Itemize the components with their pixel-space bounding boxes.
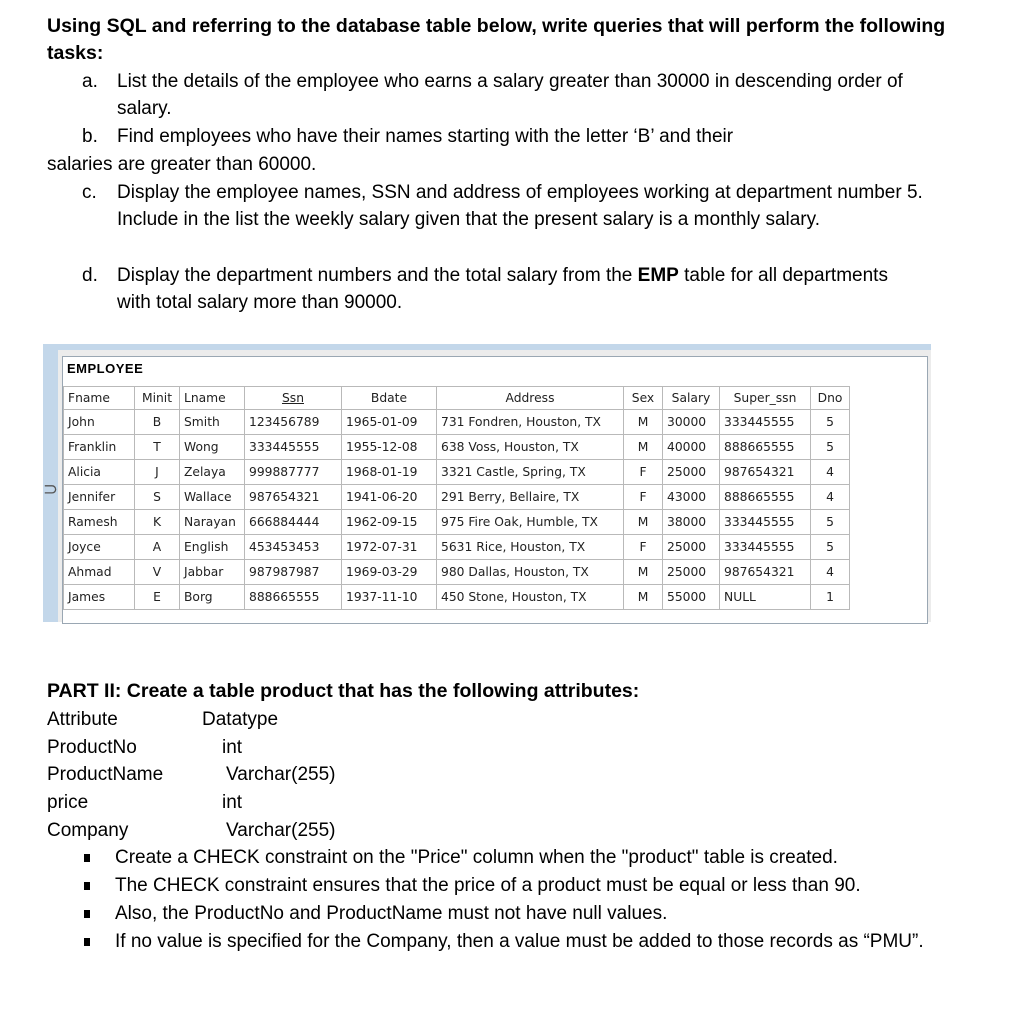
cell: Jennifer bbox=[64, 485, 135, 510]
cell: 638 Voss, Houston, TX bbox=[437, 435, 624, 460]
cell: 43000 bbox=[663, 485, 720, 510]
cell: 5 bbox=[811, 535, 850, 560]
table-row bbox=[64, 435, 850, 460]
cell: 888665555 bbox=[720, 485, 811, 510]
attribute-name: price bbox=[47, 792, 89, 813]
task-letter: d. bbox=[82, 265, 98, 286]
cell: Borg bbox=[180, 585, 245, 610]
cell: A bbox=[135, 535, 180, 560]
bullet-text: Also, the ProductNo and ProductName must not have null values. bbox=[115, 903, 668, 924]
col-sex: Sex bbox=[624, 387, 663, 410]
cell: F bbox=[624, 485, 663, 510]
cell: 888665555 bbox=[245, 585, 342, 610]
cell: Jabbar bbox=[180, 560, 245, 585]
cell: 453453453 bbox=[245, 535, 342, 560]
bullet-text: The CHECK constraint ensures that the price of a product must be equal or less than 90. bbox=[115, 875, 861, 896]
cell: M bbox=[624, 435, 663, 460]
cell: 25000 bbox=[663, 460, 720, 485]
cell: 38000 bbox=[663, 510, 720, 535]
cell: 4 bbox=[811, 560, 850, 585]
cell: 731 Fondren, Houston, TX bbox=[437, 410, 624, 435]
table-row bbox=[64, 510, 850, 535]
cell: Franklin bbox=[64, 435, 135, 460]
employee-table-title: EMPLOYEE bbox=[67, 361, 144, 376]
task-letter: a. bbox=[82, 71, 98, 92]
cell: Smith bbox=[180, 410, 245, 435]
task-a bbox=[82, 68, 962, 122]
cell: 980 Dallas, Houston, TX bbox=[437, 560, 624, 585]
col-salary: Salary bbox=[663, 387, 720, 410]
task-d bbox=[82, 262, 962, 316]
task-text: Find employees who have their names starting with the letter ‘B’ and their bbox=[117, 126, 734, 147]
cell: E bbox=[135, 585, 180, 610]
cell: T bbox=[135, 435, 180, 460]
attribute-type: Varchar(255) bbox=[226, 820, 336, 841]
task-text-part: table for all departments with total salary more than 90000. bbox=[117, 265, 888, 313]
cell: 55000 bbox=[663, 585, 720, 610]
col-minit: Minit bbox=[135, 387, 180, 410]
cell: 450 Stone, Houston, TX bbox=[437, 585, 624, 610]
col-dno: Dno bbox=[811, 387, 850, 410]
col-bdate: Bdate bbox=[342, 387, 437, 410]
cell: 888665555 bbox=[720, 435, 811, 460]
col-address: Address bbox=[437, 387, 624, 410]
cursor-mark-icon: ⊃ bbox=[43, 479, 59, 499]
task-text: Display the employee names, SSN and address of employees working at department number 5. Include in the list the weekly salary given that the present salary is a monthly salary. bbox=[117, 182, 923, 230]
attribute-name: ProductNo bbox=[47, 737, 137, 758]
question-heading: Using SQL and referring to the database table below, write queries that will perform the following tasks: bbox=[47, 15, 946, 64]
task-b bbox=[82, 123, 962, 150]
table-row bbox=[64, 535, 850, 560]
cell: 3321 Castle, Spring, TX bbox=[437, 460, 624, 485]
attribute-type: int bbox=[222, 792, 243, 813]
cell: 5 bbox=[811, 410, 850, 435]
cell: English bbox=[180, 535, 245, 560]
cell: 123456789 bbox=[245, 410, 342, 435]
cell: James bbox=[64, 585, 135, 610]
cell: John bbox=[64, 410, 135, 435]
cell: 999887777 bbox=[245, 460, 342, 485]
task-letter: c. bbox=[82, 182, 97, 203]
cell: 1968-01-19 bbox=[342, 460, 437, 485]
bullet-icon bbox=[84, 938, 90, 946]
cell: 1941-06-20 bbox=[342, 485, 437, 510]
task-text-part: Display the department numbers and the total salary from the bbox=[117, 265, 638, 286]
cell: K bbox=[135, 510, 180, 535]
cell: 333445555 bbox=[245, 435, 342, 460]
task-c bbox=[82, 179, 962, 260]
cell: 333445555 bbox=[720, 535, 811, 560]
datatype-header: Datatype bbox=[202, 709, 279, 730]
attribute-header: Attribute bbox=[47, 709, 118, 730]
employee-table-frame bbox=[62, 356, 928, 624]
cell: 25000 bbox=[663, 535, 720, 560]
bullet-text: Create a CHECK constraint on the "Price" column when the "product" table is created. bbox=[115, 847, 838, 868]
cell: S bbox=[135, 485, 180, 510]
cell: Wallace bbox=[180, 485, 245, 510]
cell: 30000 bbox=[663, 410, 720, 435]
cell: M bbox=[624, 585, 663, 610]
cell: 987654321 bbox=[720, 460, 811, 485]
cell: J bbox=[135, 460, 180, 485]
table-row bbox=[64, 410, 850, 435]
cell: V bbox=[135, 560, 180, 585]
bullet-icon bbox=[84, 910, 90, 918]
cell: 666884444 bbox=[245, 510, 342, 535]
task-text bbox=[117, 262, 907, 316]
cell: 987654321 bbox=[245, 485, 342, 510]
col-fname: Fname bbox=[64, 387, 135, 410]
attribute-name: ProductName bbox=[47, 764, 164, 785]
employee-table bbox=[63, 386, 850, 610]
cell: 291 Berry, Bellaire, TX bbox=[437, 485, 624, 510]
table-row bbox=[64, 485, 850, 510]
cell: 5 bbox=[811, 510, 850, 535]
cell: F bbox=[624, 535, 663, 560]
bullet-text: If no value is specified for the Company, then a value must be added to those records as “PMU”. bbox=[115, 931, 924, 952]
task-letter: b. bbox=[82, 126, 98, 147]
cell: Zelaya bbox=[180, 460, 245, 485]
cell: Alicia bbox=[64, 460, 135, 485]
cell: 1965-01-09 bbox=[342, 410, 437, 435]
cell: 1937-11-10 bbox=[342, 585, 437, 610]
bullet-icon bbox=[84, 882, 90, 890]
col-super-ssn: Super_ssn bbox=[720, 387, 811, 410]
cell: Ramesh bbox=[64, 510, 135, 535]
cell: M bbox=[624, 560, 663, 585]
table-header-row bbox=[64, 387, 850, 410]
cell: Wong bbox=[180, 435, 245, 460]
attribute-type: int bbox=[222, 737, 243, 758]
cell: 987987987 bbox=[245, 560, 342, 585]
col-lname: Lname bbox=[180, 387, 245, 410]
table-row bbox=[64, 585, 850, 610]
task-b-continuation: salaries are greater than 60000. bbox=[47, 154, 317, 175]
cell: B bbox=[135, 410, 180, 435]
cell: Narayan bbox=[180, 510, 245, 535]
cell: 333445555 bbox=[720, 510, 811, 535]
emp-table-name: EMP bbox=[637, 265, 679, 286]
cell: 1 bbox=[811, 585, 850, 610]
part2-title: PART II: Create a table product that has the following attributes: bbox=[47, 680, 640, 702]
attribute-type: Varchar(255) bbox=[226, 764, 336, 785]
table-row bbox=[64, 560, 850, 585]
bullet-icon bbox=[84, 854, 90, 862]
cell: 1972-07-31 bbox=[342, 535, 437, 560]
cell: 987654321 bbox=[720, 560, 811, 585]
image-border bbox=[43, 344, 931, 350]
cell: Joyce bbox=[64, 535, 135, 560]
cell: 333445555 bbox=[720, 410, 811, 435]
cell: M bbox=[624, 410, 663, 435]
cell: 4 bbox=[811, 485, 850, 510]
cell: NULL bbox=[720, 585, 811, 610]
cell: 5 bbox=[811, 435, 850, 460]
cell: Ahmad bbox=[64, 560, 135, 585]
cell: 1962-09-15 bbox=[342, 510, 437, 535]
cell: 4 bbox=[811, 460, 850, 485]
task-text: List the details of the employee who earns a salary greater than 30000 in descending order of salary. bbox=[117, 71, 903, 119]
attribute-name: Company bbox=[47, 820, 129, 841]
cell: 25000 bbox=[663, 560, 720, 585]
cell: 40000 bbox=[663, 435, 720, 460]
employee-table-image bbox=[43, 344, 931, 622]
table-row bbox=[64, 460, 850, 485]
col-ssn: Ssn bbox=[245, 387, 342, 410]
cell: M bbox=[624, 510, 663, 535]
cell: 975 Fire Oak, Humble, TX bbox=[437, 510, 624, 535]
cell: F bbox=[624, 460, 663, 485]
cell: 1969-03-29 bbox=[342, 560, 437, 585]
cell: 1955-12-08 bbox=[342, 435, 437, 460]
cell: 5631 Rice, Houston, TX bbox=[437, 535, 624, 560]
